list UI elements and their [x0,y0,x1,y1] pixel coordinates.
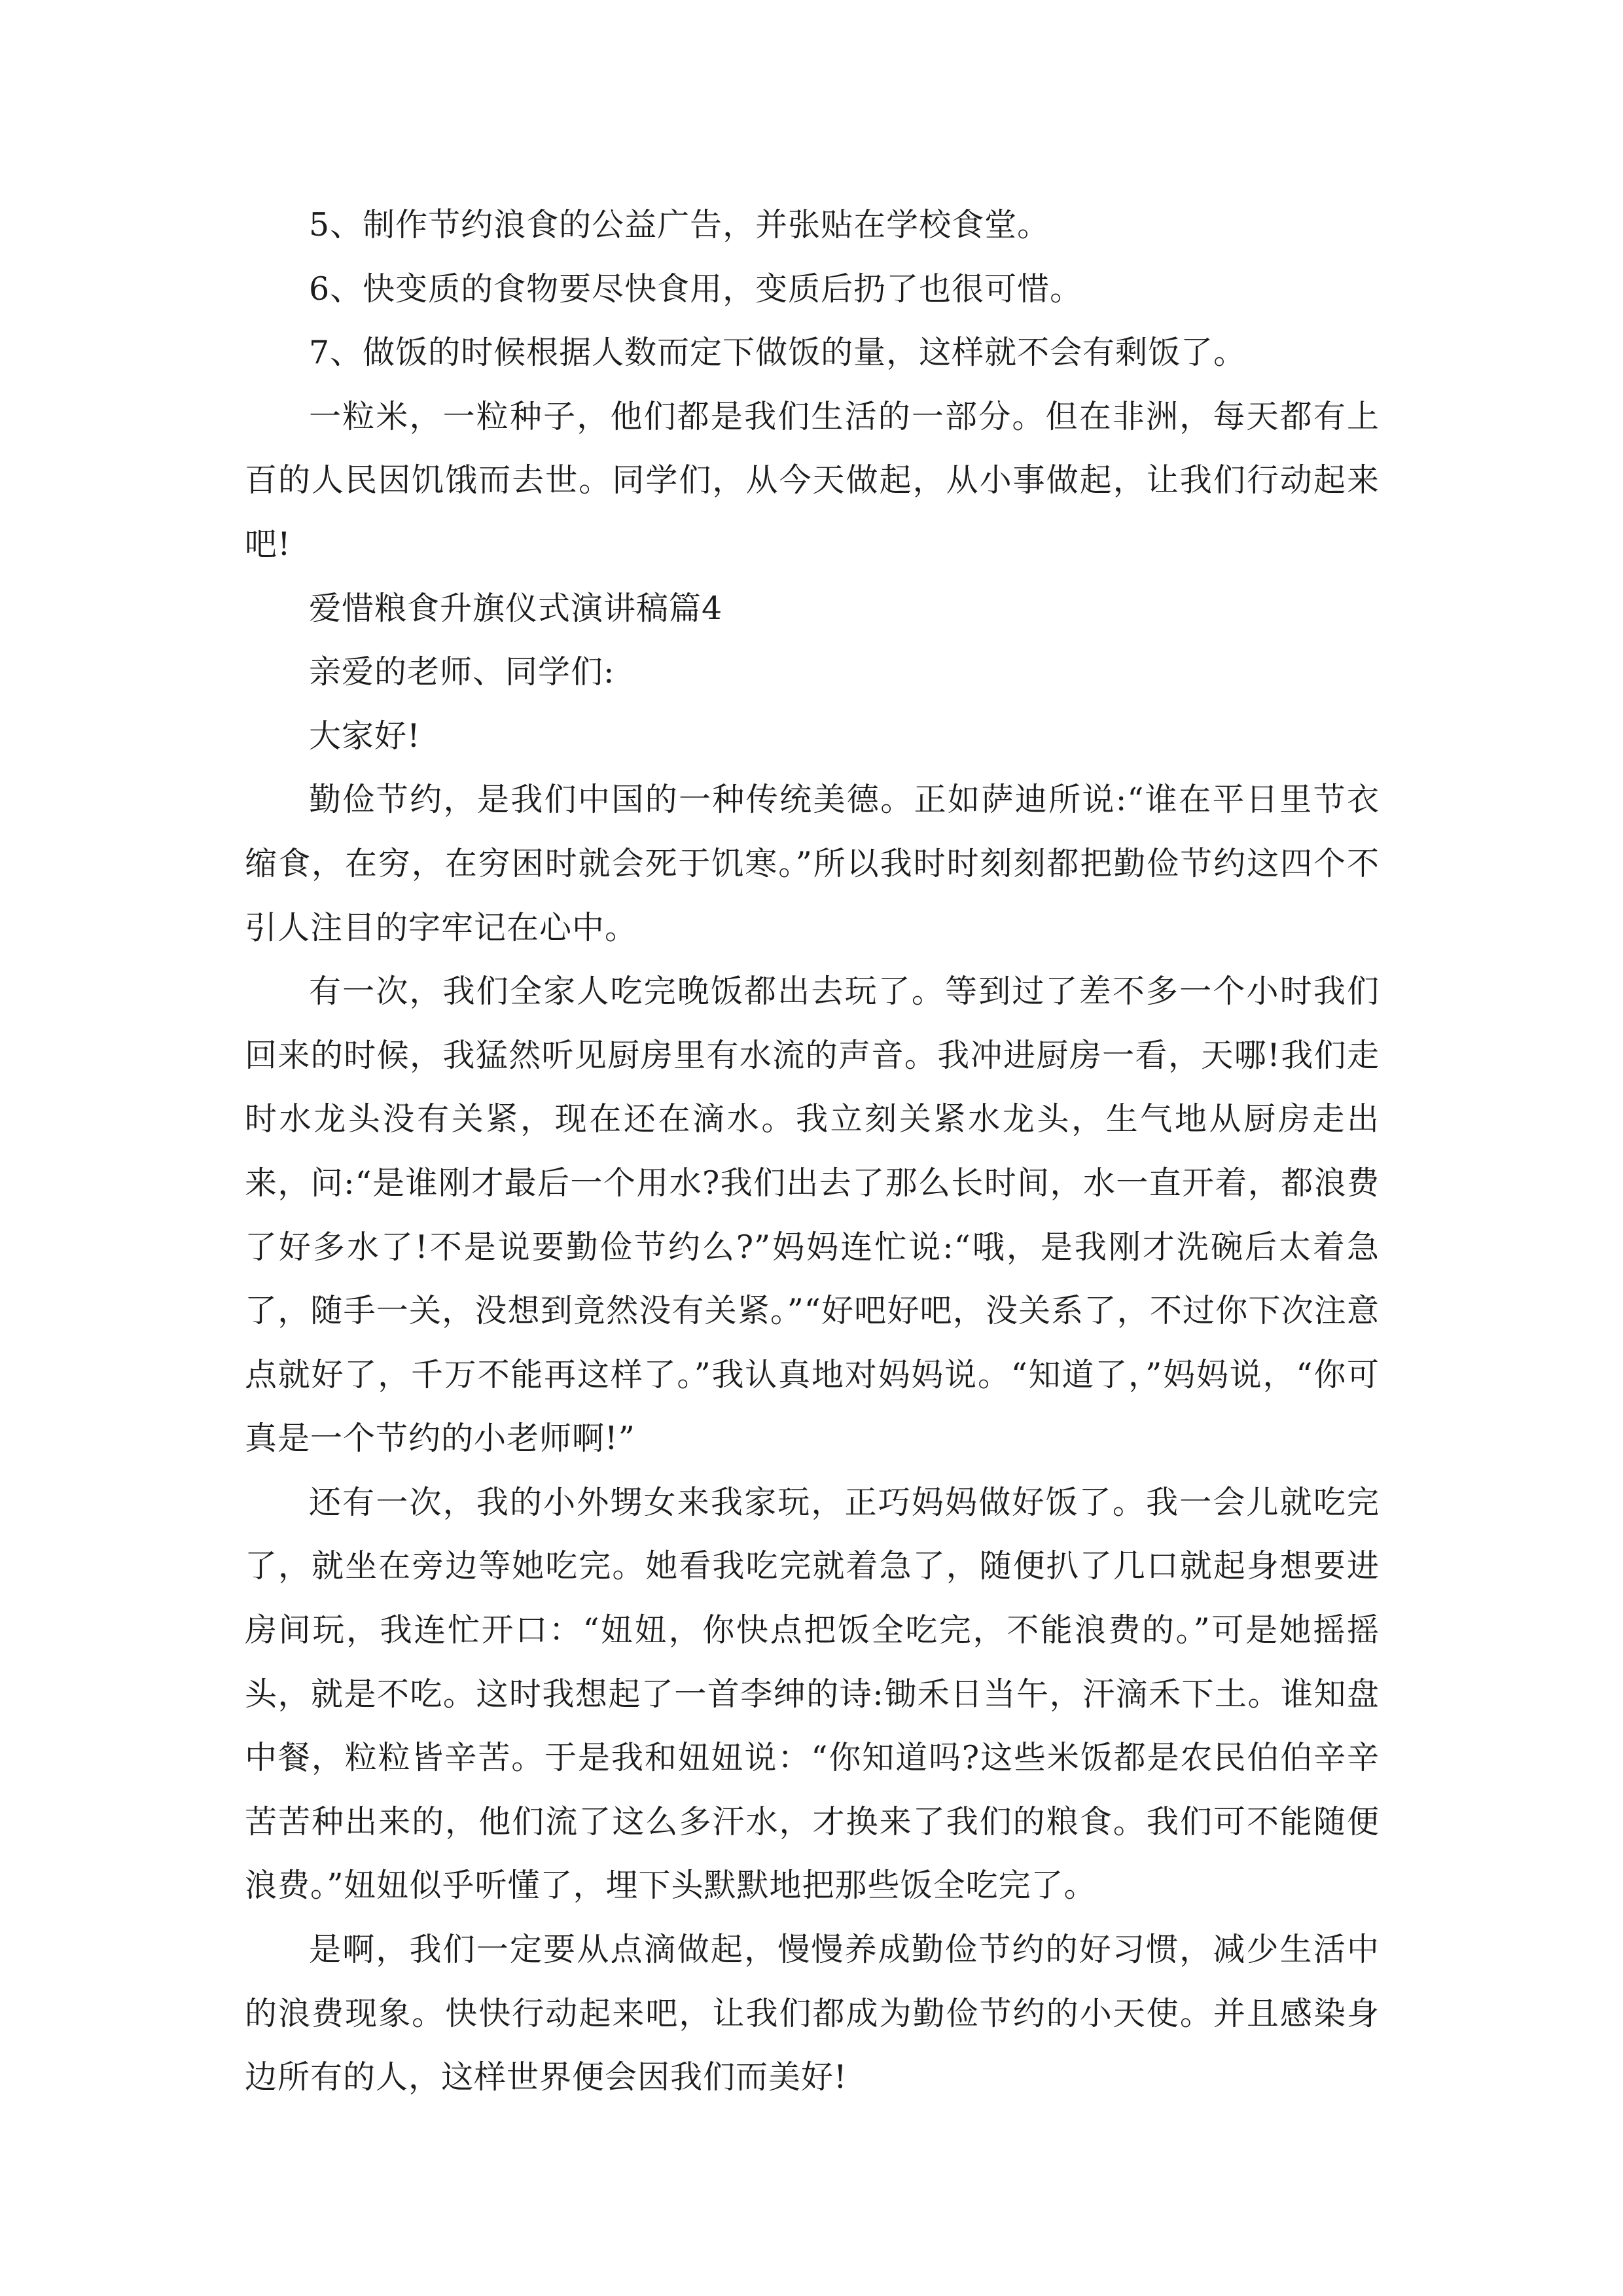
list-item-7: 7、做饭的时候根据人数而定下做饭的量，这样就不会有剩饭了。 [309,334,1247,372]
body-paragraph-2: 有一次，我们全家人吃完晚饭都出去玩了。等到过了差不多一个小时我们回来的时候，我猛然听见厨房里有水流的声音。我冲进厨房一看，天哪!我们走时水龙头没有关紧，现在还在滴水。我立刻关紧水龙头，生气地从厨房走出来，问:“是谁刚才最后一个用水?我们出去了那么长时间，水一直开着，都浪费了好多水了!不是说要勤俭节约么?”妈妈连忙说:“哦，是我刚才洗碗后太着急了，随手一关，没想到竟然没有关紧。”“好吧好吧，没关系了，不过你下次注意点就好了，千万不能再这样了。”我认真地对妈妈说。“知道了，”妈妈说，“你可真是一个节约的小老师啊!” [245,973,1380,1458]
section-heading: 爱惜粮食升旗仪式演讲稿篇4 [309,589,723,627]
list-item-5: 5、制作节约浪食的公益广告，并张贴在学校食堂。 [309,206,1050,243]
body-paragraph-3: 还有一次，我的小外甥女来我家玩，正巧妈妈做好饭了。我一会儿就吃完了，就坐在旁边等她吃完。她看我吃完就着急了，随便扒了几口就起身想要进房间玩，我连忙开口：“妞妞，你快点把饭全吃完，不能浪费的。”可是她摇摇头，就是不吃。这时我想起了一首李绅的诗:锄禾日当午，汗滴禾下土。谁知盘中餐，粒粒皆辛苦。于是我和妞妞说：“你知道吗?这些米饭都是农民伯伯辛辛苦苦种出来的，他们流了这么多汗水，才换来了我们的粮食。我们可不能随便浪费。”妞妞似乎听懂了，埋下头默默地把那些饭全吃完了。 [245,1483,1380,1905]
salutation: 亲爱的老师、同学们: [309,653,615,691]
list-item-6: 6、快变质的食物要尽快食用，变质后扔了也很可惜。 [309,270,1083,308]
body-paragraph-4: 是啊，我们一定要从点滴做起，慢慢养成勤俭节约的好习惯，减少生活中的浪费现象。快快行动起来吧，让我们都成为勤俭节约的小天使。并且感染身边所有的人，这样世界便会因我们而美好! [245,1931,1380,2096]
document-body [245,193,1380,2109]
closing-paragraph: 一粒米，一粒种子，他们都是我们生活的一部分。但在非洲，每天都有上百的人民因饥饿而去世。同学们，从今天做起，从小事做起，让我们行动起来吧! [245,397,1380,563]
body-paragraph-1: 勤俭节约，是我们中国的一种传统美德。正如萨迪所说:“谁在平日里节衣缩食，在穷，在穷困时就会死于饥寒。”所以我时时刻刻都把勤俭节约这四个不引人注目的字牢记在心中。 [245,781,1380,946]
greeting: 大家好! [309,717,421,755]
